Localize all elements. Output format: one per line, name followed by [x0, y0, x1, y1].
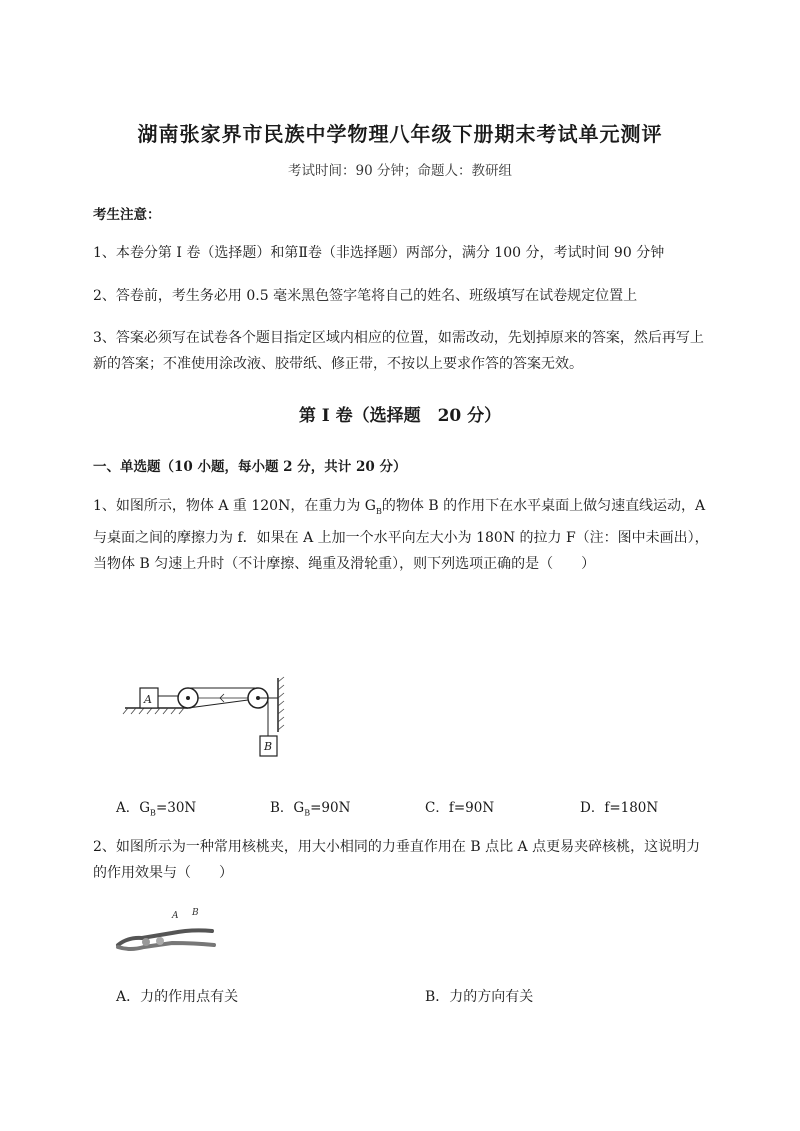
block-b-label: B — [264, 740, 273, 753]
point-b-label: B — [192, 908, 199, 918]
option-d[interactable]: D．f=180N — [580, 800, 659, 816]
part-heading: 一、单选题（10 小题，每小题 2 分，共计 20 分） — [93, 459, 407, 475]
option-a[interactable]: A．力的作用点有关 — [116, 989, 239, 1005]
notice-heading: 考生注意： — [93, 207, 161, 223]
option-a[interactable]: A．$G_B=30N$ — [116, 800, 197, 818]
notice-item: 1、本卷分第 I 卷（选择题）和第Ⅱ卷（非选择题）两部分，满分 100 分，考试时间 90 分钟 — [93, 245, 665, 261]
option-c[interactable]: C．f=90N — [425, 800, 495, 816]
exam-info: 考试时间：90 分钟；命题人：教研组 — [288, 163, 512, 179]
section-title: 第 I 卷（选择题 20 分） — [298, 406, 502, 426]
notice-item: 2、答卷前，考生务必用 0.5 毫米黑色签字笔将自己的姓名、班级填写在试卷规定位置上 — [93, 288, 638, 304]
question-2-stem: 2、如图所示为一种常用核桃夹，用大小相同的力垂直作用在 B 点比 A 点更易夹碎核桃，这说明力的作用效果与（ ） — [93, 839, 701, 881]
question-1-stem: 1、如图所示，物体 A 重 120N，在重力为 $G_B$的物体 B 的作用下在水平桌面上做匀速直线运动，A 与桌面之间的摩擦力为 f．如果在 A 上加一个水平向左大小为 180N 的拉力 F（注：图中未画出），当物体 B 匀速上升时（不计摩擦、绳重及滑轮重），则下列选项正确的是（ ） — [93, 498, 709, 572]
point-a-label: A — [172, 911, 179, 921]
block-a-label: A — [144, 693, 152, 706]
option-b[interactable]: B．力的方向有关 — [425, 989, 534, 1005]
option-b[interactable]: B．$G_B=90N$ — [270, 800, 351, 818]
page-title: 湖南张家界市民族中学物理八年级下册期末考试单元测评 — [137, 122, 663, 146]
nutcracker-figure — [112, 905, 222, 955]
notice-item: 3、答案必须写在试卷各个题目指定区域内相应的位置，如需改动，先划掉原来的答案，然后再写上新的答案；不准使用涂改液、胶带纸、修正带，不按以上要求作答的答案无效。 — [93, 330, 704, 372]
pulley-figure — [120, 670, 295, 765]
